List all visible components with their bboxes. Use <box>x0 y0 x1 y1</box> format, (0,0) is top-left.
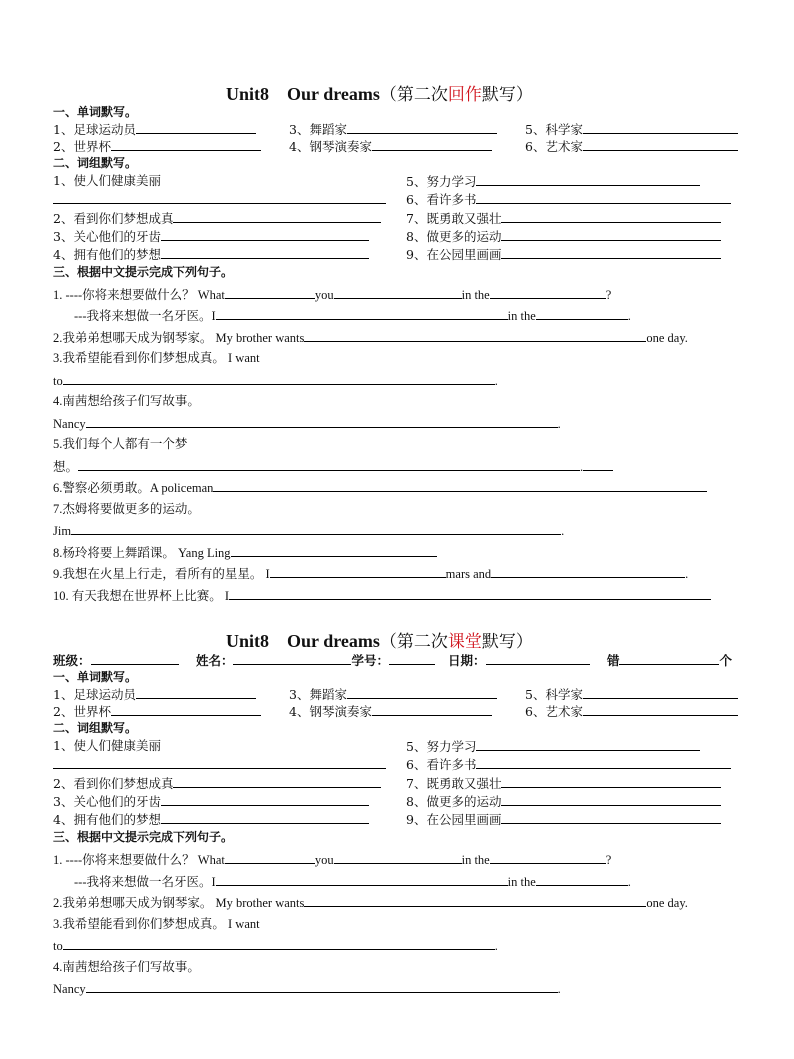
word-item: 2、世界杯 <box>53 703 261 720</box>
sentence-10: 10. 有天我想在世界杯上比赛。 I <box>53 587 711 604</box>
sentence-1: 1. ----你将来想要做什么？ What you in the ? <box>53 853 612 867</box>
answer-blank[interactable] <box>583 686 738 699</box>
phrase-item: 1、使人们健康美丽 <box>53 738 161 753</box>
word-item: 3、舞蹈家 <box>289 121 497 138</box>
sentence-3-answer: to . <box>53 939 498 953</box>
sentence-4-answer: Nancy . <box>53 417 561 431</box>
section-heading: 二、词组默写。 <box>53 721 138 735</box>
section-heading: 三、根据中文提示完成下列句子。 <box>53 265 234 279</box>
answer-blank[interactable] <box>136 686 256 699</box>
word-item: 6、艺术家 <box>525 138 738 155</box>
sentence-3-answer: to . <box>53 374 498 388</box>
answer-blank[interactable] <box>334 851 462 864</box>
sentence-5-answer: 想。 . <box>53 458 613 475</box>
phrase-item: 7、既勇敢又强壮 <box>406 775 721 792</box>
section-heading: 一、单词默写。 <box>53 670 138 684</box>
phrase-item <box>53 191 386 208</box>
answer-blank[interactable] <box>347 686 497 699</box>
answer-blank[interactable] <box>304 329 646 342</box>
word-item: 4、钢琴演奏家 <box>289 138 492 155</box>
student-info-row: 班级： 姓名： 学号： 日期： 错 个 <box>53 653 732 668</box>
student-id-field[interactable] <box>389 652 435 665</box>
answer-blank[interactable] <box>63 372 495 385</box>
answer-blank[interactable] <box>71 522 561 535</box>
sentence-9: 9.我想在火星上行走，看所有的星星。 I mars and . <box>53 567 689 581</box>
answer-blank[interactable] <box>583 458 613 471</box>
word-item: 1、足球运动员 <box>53 686 256 703</box>
answer-blank[interactable] <box>476 173 700 186</box>
sentence-8: 8.杨玲将要上舞蹈课。 Yang Ling <box>53 544 437 561</box>
answer-blank[interactable] <box>213 479 707 492</box>
phrase-item: 2、看到你们梦想成真 <box>53 210 381 227</box>
answer-blank[interactable] <box>372 703 492 716</box>
answer-blank[interactable] <box>229 587 711 600</box>
phrase-item: 9、在公园里画画 <box>406 246 721 263</box>
word-item: 4、钢琴演奏家 <box>289 703 492 720</box>
error-count-field[interactable] <box>619 652 719 665</box>
answer-blank[interactable] <box>161 793 369 806</box>
answer-blank[interactable] <box>347 121 497 134</box>
answer-blank[interactable] <box>536 873 628 886</box>
answer-blank[interactable] <box>216 307 508 320</box>
sentence-1-answer: ---我将来想做一名牙医。I in the . <box>74 875 631 889</box>
phrase-item: 4、拥有他们的梦想 <box>53 246 369 263</box>
answer-blank[interactable] <box>231 544 437 557</box>
answer-blank[interactable] <box>334 286 462 299</box>
section-heading: 一、单词默写。 <box>53 105 138 119</box>
date-field[interactable] <box>486 652 590 665</box>
phrase-item: 6、看许多书 <box>406 756 731 773</box>
sentence-7-answer: Jim . <box>53 524 565 538</box>
answer-blank[interactable] <box>501 210 721 223</box>
answer-blank[interactable] <box>476 738 700 751</box>
phrase-item: 9、在公园里画画 <box>406 811 721 828</box>
sentence-1-answer: ---我将来想做一名牙医。I in the . <box>74 309 631 323</box>
answer-blank[interactable] <box>501 228 721 241</box>
word-item: 1、足球运动员 <box>53 121 256 138</box>
answer-blank[interactable] <box>86 415 558 428</box>
name-field[interactable] <box>233 652 351 665</box>
answer-blank[interactable] <box>501 793 721 806</box>
phrase-item: 3、关心他们的牙齿 <box>53 228 369 245</box>
phrase-item: 3、关心他们的牙齿 <box>53 793 369 810</box>
answer-blank[interactable] <box>491 565 685 578</box>
answer-blank[interactable] <box>501 775 721 788</box>
answer-blank[interactable] <box>86 980 558 993</box>
answer-blank[interactable] <box>78 458 580 471</box>
sentence-1: 1. ----你将来想要做什么？ What you in the ? <box>53 288 612 302</box>
sentence-4: 4.南茜想给孩子们写故事。 <box>53 394 200 408</box>
word-item: 5、科学家 <box>525 121 738 138</box>
sentence-4-answer: Nancy . <box>53 982 561 996</box>
answer-blank[interactable] <box>583 138 738 151</box>
sentence-7: 7.杰姆将要做更多的运动。 <box>53 502 200 516</box>
section-heading: 三、根据中文提示完成下列句子。 <box>53 830 234 844</box>
answer-blank[interactable] <box>536 307 628 320</box>
word-item: 3、舞蹈家 <box>289 686 497 703</box>
phrase-item: 8、做更多的运动 <box>406 228 721 245</box>
phrase-item: 7、既勇敢又强壮 <box>406 210 721 227</box>
word-item: 5、科学家 <box>525 686 738 703</box>
answer-blank[interactable] <box>173 775 381 788</box>
answer-blank[interactable] <box>216 873 508 886</box>
answer-blank[interactable] <box>63 937 495 950</box>
worksheet-title: Unit8 Our dreams（第二次课堂默写） <box>226 631 533 652</box>
sentence-3: 3.我希望能看到你们梦想成真。 I want <box>53 917 260 931</box>
answer-blank[interactable] <box>161 246 369 259</box>
answer-blank[interactable] <box>304 894 646 907</box>
phrase-item: 5、努力学习 <box>406 738 700 755</box>
answer-blank[interactable] <box>225 286 315 299</box>
phrase-item: 1、使人们健康美丽 <box>53 173 161 188</box>
answer-blank[interactable] <box>173 210 381 223</box>
answer-blank[interactable] <box>225 851 315 864</box>
answer-blank[interactable] <box>501 246 721 259</box>
answer-blank[interactable] <box>161 811 369 824</box>
sentence-2: 2.我弟弟想哪天成为钢琴家。 My brother wants one day. <box>53 896 688 910</box>
phrase-item: 5、努力学习 <box>406 173 700 190</box>
answer-blank[interactable] <box>372 138 492 151</box>
phrase-item: 4、拥有他们的梦想 <box>53 811 369 828</box>
word-item: 2、世界杯 <box>53 138 261 155</box>
answer-blank[interactable] <box>501 811 721 824</box>
answer-blank[interactable] <box>136 121 256 134</box>
sentence-3: 3.我希望能看到你们梦想成真。 I want <box>53 351 260 365</box>
answer-blank[interactable] <box>583 121 738 134</box>
answer-blank[interactable] <box>476 756 731 769</box>
answer-blank[interactable] <box>490 851 606 864</box>
phrase-item: 2、看到你们梦想成真 <box>53 775 381 792</box>
answer-blank[interactable] <box>53 191 386 204</box>
sentence-5: 5.我们每个人都有一个梦 <box>53 437 188 451</box>
answer-blank[interactable] <box>270 565 446 578</box>
word-item: 6、艺术家 <box>525 703 738 720</box>
phrase-item: 8、做更多的运动 <box>406 793 721 810</box>
phrase-item: 6、看许多书 <box>406 191 731 208</box>
section-heading: 二、词组默写。 <box>53 156 138 170</box>
answer-blank[interactable] <box>490 286 606 299</box>
sentence-6: 6.警察必须勇敢。A policeman <box>53 479 707 496</box>
class-field[interactable] <box>91 652 179 665</box>
answer-blank[interactable] <box>53 756 386 769</box>
sentence-2: 2.我弟弟想哪天成为钢琴家。 My brother wants one day. <box>53 331 688 345</box>
phrase-item <box>53 756 386 773</box>
sentence-4: 4.南茜想给孩子们写故事。 <box>53 960 200 974</box>
answer-blank[interactable] <box>111 138 261 151</box>
answer-blank[interactable] <box>161 228 369 241</box>
answer-blank[interactable] <box>583 703 738 716</box>
answer-blank[interactable] <box>476 191 731 204</box>
worksheet-title: Unit8 Our dreams（第二次回作默写） <box>226 84 533 105</box>
answer-blank[interactable] <box>111 703 261 716</box>
